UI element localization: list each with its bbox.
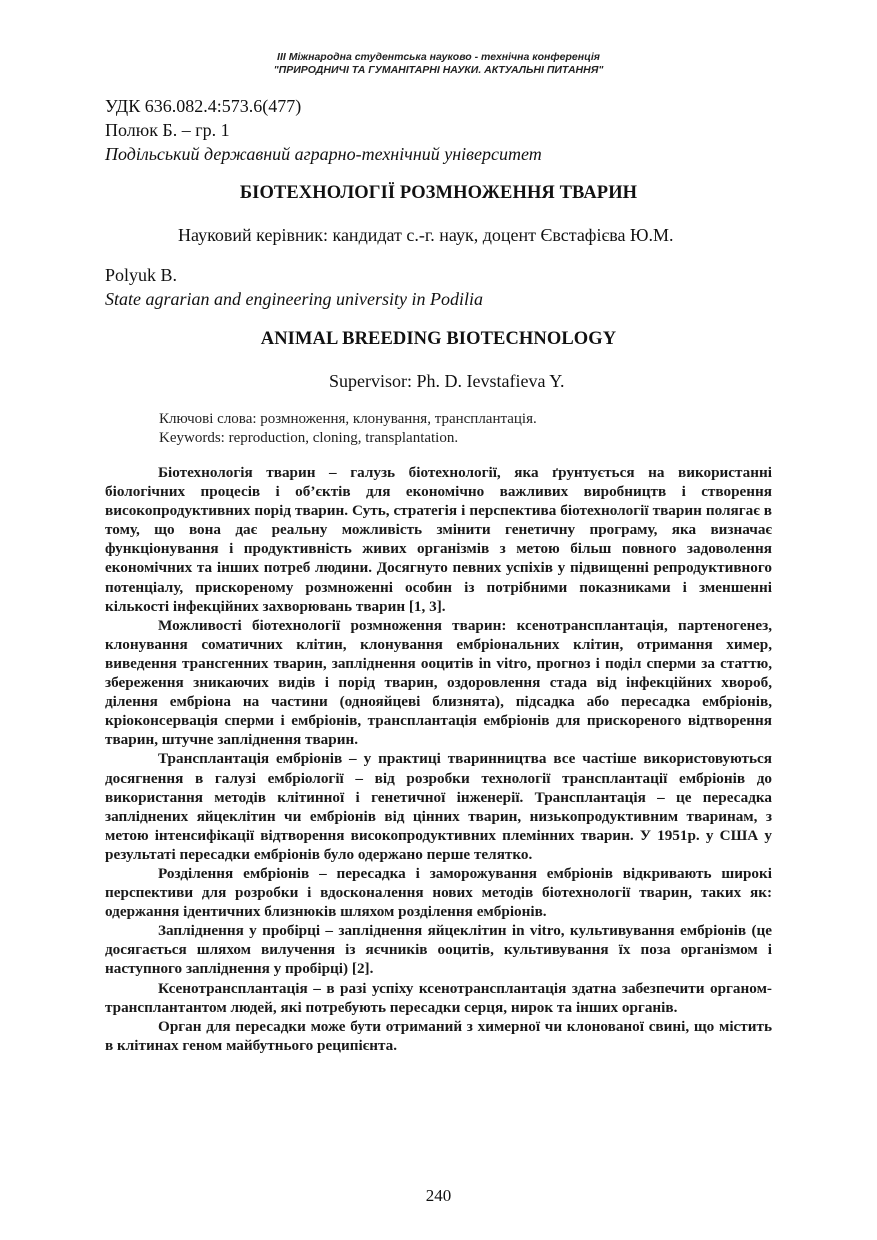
author-ua: Полюк Б. – гр. 1 xyxy=(105,120,230,140)
author-en: Polyuk B. xyxy=(105,265,178,285)
meta-ua xyxy=(105,94,785,166)
university-en: State agrarian and engineering university in Podilia xyxy=(105,289,483,309)
title-en: ANIMAL BREEDING BIOTECHNOLOGY xyxy=(260,329,617,349)
conference-header-line-1: III Міжнародна студентська науково - технічна конференція xyxy=(277,51,600,63)
udc-code: УДК 636.082.4:573.6(477) xyxy=(105,96,302,116)
title-ua: БІОТЕХНОЛОГІЇ РОЗМНОЖЕННЯ ТВАРИН xyxy=(239,183,638,203)
university-ua: Подільський державний аграрно-технічний університет xyxy=(105,144,542,164)
meta-en xyxy=(105,263,785,311)
paragraph: Біотехнологія тварин – галузь біотехнології, яка ґрунтується на використанні біологічних процесів і об’єктів для економічно важливих виробництв і створення високопродуктивних порід тварин. Суть, стратегія і перспектива біотехнології тварин полягає в тому, що вона дає реальну можливість змінити генетичну програму, яка визначає функціонування і продуктивність живих організмів з метою більш повного задоволення економічних та інших потреб людини. Досягнуто певних успіхів у підвищенні репродуктивного потенціалу, прискореному розмноженні особин із потрібними показниками і зменшенні кількості інфекційних захворювань тварин [1, 3]. xyxy=(105,464,772,615)
supervisor-ua: Науковий керівник: кандидат с.-г. наук, доцент Євстафієва Ю.М. xyxy=(178,225,674,245)
page-number: 240 xyxy=(425,1186,452,1205)
paragraph: Розділення ембріонів – пересадка і заморожування ембріонів відкривають широкі перспективи для розробки і вдосконалення нових методів біотехнології тварин, таких як: одержання ідентичних близнюків шляхом розділення ембріонів. xyxy=(105,864,772,921)
supervisor-en: Supervisor: Ph. D. Ievstafieva Y. xyxy=(329,371,565,391)
paragraph: Ксенотрансплантація – в разі успіху ксенотрансплантація здатна забезпечити органом-трансплантантом людей, які потребують пересадки серця, нирок та інших органів. xyxy=(105,979,772,1016)
paragraph: Можливості біотехнології розмноження тварин: ксенотрансплантація, партеногенез, клонування соматичних клітин, клонування ембріональних клітин, отримання химер, виведення трансгенних тварин, запліднення ооцитів in vitro, прогноз і поділ сперми за статтю, збереження зникаючих видів і порід тварин, оздоровлення стада від інфекційних хвороб, ділення ембріона на частини (однояйцеві близнята), підсадка або пересадка ембріонів, кріоконсервація сперми і ембріонів, трансплантація ембріонів для прискореного відтворення тварин, штучне запліднення тварин. xyxy=(105,616,772,749)
conference-header xyxy=(0,51,877,77)
article-body xyxy=(105,463,772,1055)
paragraph: Запліднення у пробірці – запліднення яйцеклітин in vitro, культивування ембріонів (це досягається шляхом вилучення із яєчників ооцитів, культивування їх поза організмом і наступного запліднення у пробірці) [2]. xyxy=(105,922,772,978)
paragraph: Трансплантація ембріонів – у практиці тваринництва все частіше використовуються досягнення в галузі ембріології – від розробки технології трансплантації ембріонів до використання методів клітинної і генетичної інженерії. Трансплантація – це пересадка запліднених яйцеклітин чи ембріонів від цінних тварин, низькопродуктивним тваринам, з метою інтенсифікації відтворення високопродуктивних племінних тварин. У 1951р. у США у результаті пересадки ембріонів було одержано перше телятко. xyxy=(105,750,772,863)
conference-header-line-2: "ПРИРОДНИЧІ ТА ГУМАНІТАРНІ НАУКИ. АКТУАЛЬНІ ПИТАННЯ" xyxy=(273,64,604,76)
keywords-block xyxy=(159,410,719,448)
keywords-en: Keywords: reproduction, cloning, transplantation. xyxy=(159,430,459,446)
paragraph: Орган для пересадки може бути отриманий з химерної чи клонованої свині, що містить в клітинах геном майбутнього реципієнта. xyxy=(105,1017,772,1054)
keywords-ua: Ключові слова: розмноження, клонування, трансплантація. xyxy=(159,411,537,427)
